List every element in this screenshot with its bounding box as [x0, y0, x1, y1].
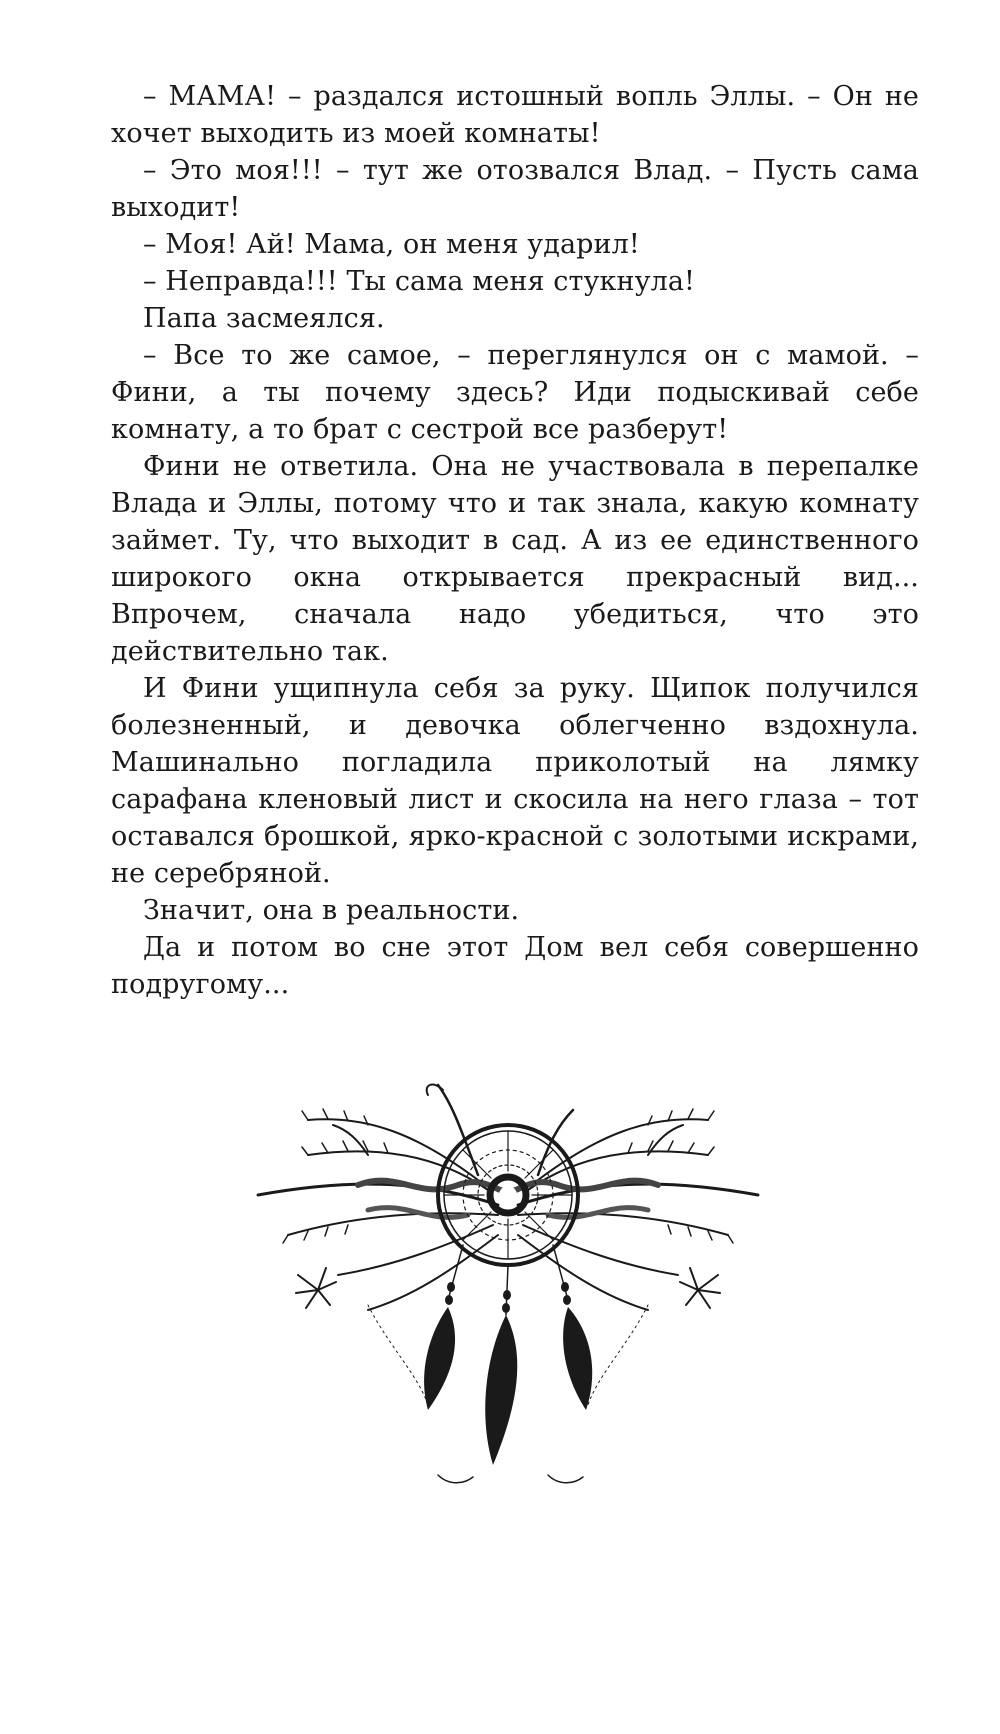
- paragraph-6: – Все то же самое, – переглянулся он с мамой. – Фини, а ты почему здесь? Иди подыскивай себе комнату, а то брат с сестрой все разберут!: [111, 340, 919, 445]
- paragraph-5: Папа засмеялся.: [143, 303, 385, 334]
- chapter-text: [111, 78, 919, 1003]
- paragraph-3: – Моя! Ай! Мама, он меня ударил!: [143, 229, 640, 260]
- paragraph-8: И Фини ущипнула себя за руку. Щипок получился болезненный, и девочка облегченно вздохнула. Машинально погладила приколотый на лямку сарафана кленовый лист и скосила на него глаза – тот оставался брошкой, ярко-красной с золотыми искрами, не серебряной.: [111, 673, 919, 889]
- paragraph-1: – МАМА! – раздался истошный вопль Эллы. – Он не хочет выходить из моей комнаты!: [111, 81, 919, 149]
- paragraph-7: Фини не ответила. Она не участвовала в перепалке Влада и Эллы, потому что и так знала, какую комнату займет. Ту, что выходит в сад. А из ее единственного широкого окна открывается прекрасный вид... Впрочем, сначала надо убедиться, что это действительно так.: [111, 451, 919, 667]
- paragraph-4: – Неправда!!! Ты сама меня стукнула!: [143, 266, 696, 297]
- paragraph-9: Значит, она в реальности.: [143, 895, 520, 926]
- paragraph-2: – Это моя!!! – тут же отозвался Влад. – Пусть сама выходит!: [111, 155, 919, 223]
- dreamcatcher-icon: [248, 1075, 768, 1495]
- paragraph-10: Да и потом во сне этот Дом вел себя совершенно подругому...: [111, 932, 919, 1000]
